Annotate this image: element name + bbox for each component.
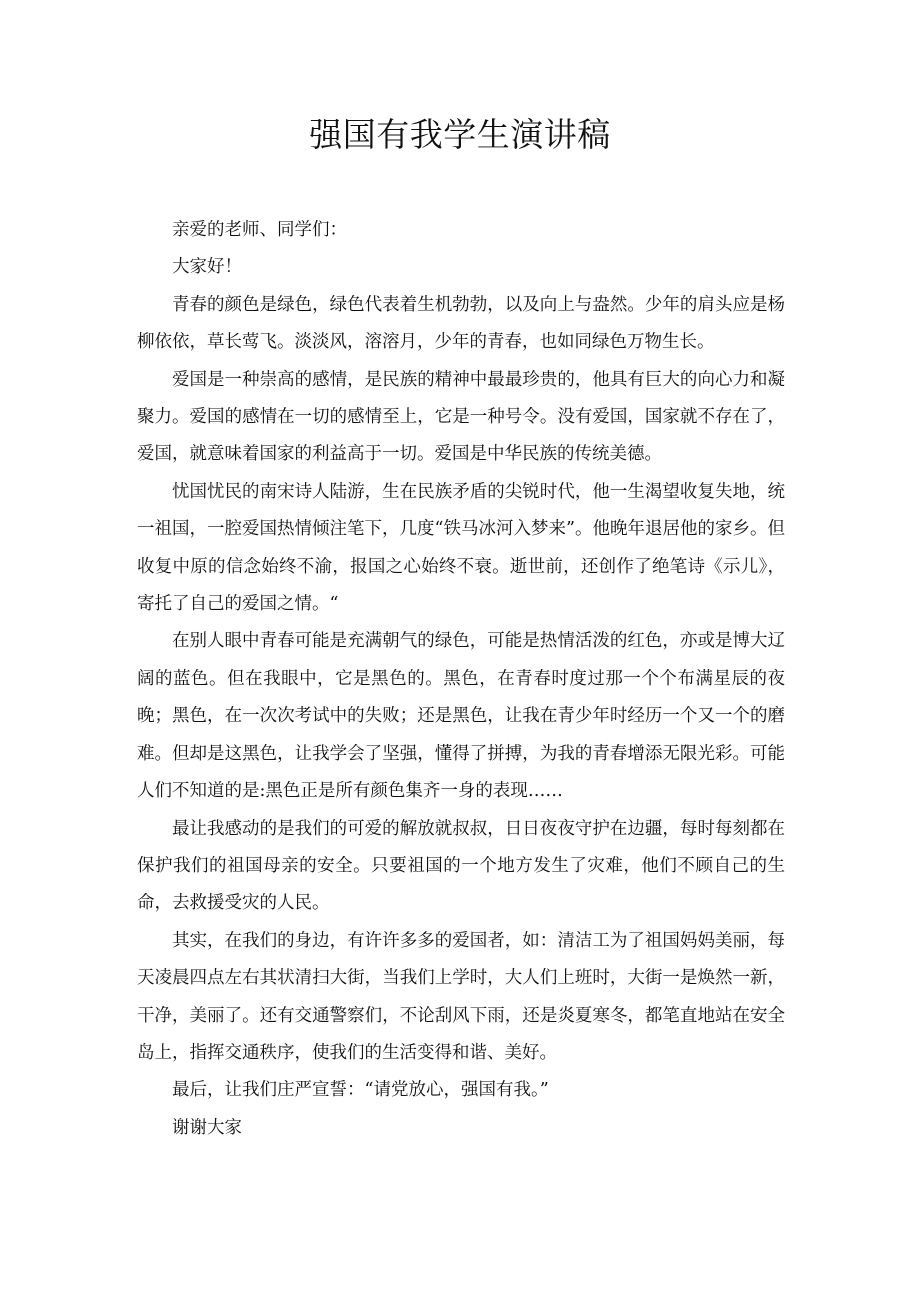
- oath-paragraph: 最后，让我们庄严宣誓：“请党放心，强国有我。”: [172, 1080, 549, 1101]
- greeting: 大家好！: [172, 257, 242, 278]
- paragraph: 最让我感动的是我们的可爱的解放就叔叔，日日夜夜守护在边疆，每时每刻都在保护我们的祖国母亲的安全。只要祖国的一个地方发生了灾难，他们不顾自己的生命，去救援受灾的人民。: [137, 818, 785, 914]
- paragraph: 爱国是一种崇高的感情，是民族的精神中最最珍贵的，他具有巨大的向心力和凝聚力。爱国的感情在一切的感情至上，它是一种号令。没有爱国，国家就不存在了，爱国，就意味着国家的利益高于一切。爱国是中华民族的传统美德。: [137, 369, 785, 465]
- closing: 谢谢大家: [172, 1117, 242, 1138]
- paragraph: 青春的颜色是绿色，绿色代表着生机勃勃，以及向上与盎然。少年的肩头应是杨柳依依，草长莺飞。淡淡风，溶溶月，少年的青春，也如同绿色万物生长。: [137, 294, 785, 353]
- document-title: 强国有我学生演讲稿: [309, 115, 611, 154]
- document-body: [137, 212, 785, 1147]
- paragraph: 在别人眼中青春可能是充满朝气的绿色，可能是热情活泼的红色，亦或是博大辽阔的蓝色。但在我眼中，它是黑色的。黑色，在青春时度过那一个个布满星辰的夜晚；黑色，在一次次考试中的失败；还是黑色，让我在青少年时经历一个又一个的磨难。但却是这黑色，让我学会了坚强，懂得了拼搏，为我的青春增添无限光彩。可能人们不知道的是:黑色正是所有颜色集齐一身的表现……: [137, 631, 785, 802]
- paragraph: 其实，在我们的身边，有许许多多的爱国者，如：清洁工为了祖国妈妈美丽，每天凌晨四点左右其状清扫大街，当我们上学时，大人们上班时，大街一是焕然一新，干净，美丽了。还有交通警察们，不论刮风下雨，还是炎夏寒冬，都笔直地站在安全岛上，指挥交通秩序，使我们的生活变得和谐、美好。: [137, 930, 785, 1063]
- paragraph: 忧国忧民的南宋诗人陆游，生在民族矛盾的尖锐时代，他一生渴望收复失地，统一祖国，一腔爱国热情倾注笔下，几度“铁马冰河入梦来”。他晚年退居他的家乡。但收复中原的信念始终不渝，报国之心始终不衰。逝世前，还创作了绝笔诗《示儿》，寄托了自己的爱国之情。“: [137, 481, 785, 615]
- salutation: 亲爱的老师、同学们：: [172, 220, 347, 240]
